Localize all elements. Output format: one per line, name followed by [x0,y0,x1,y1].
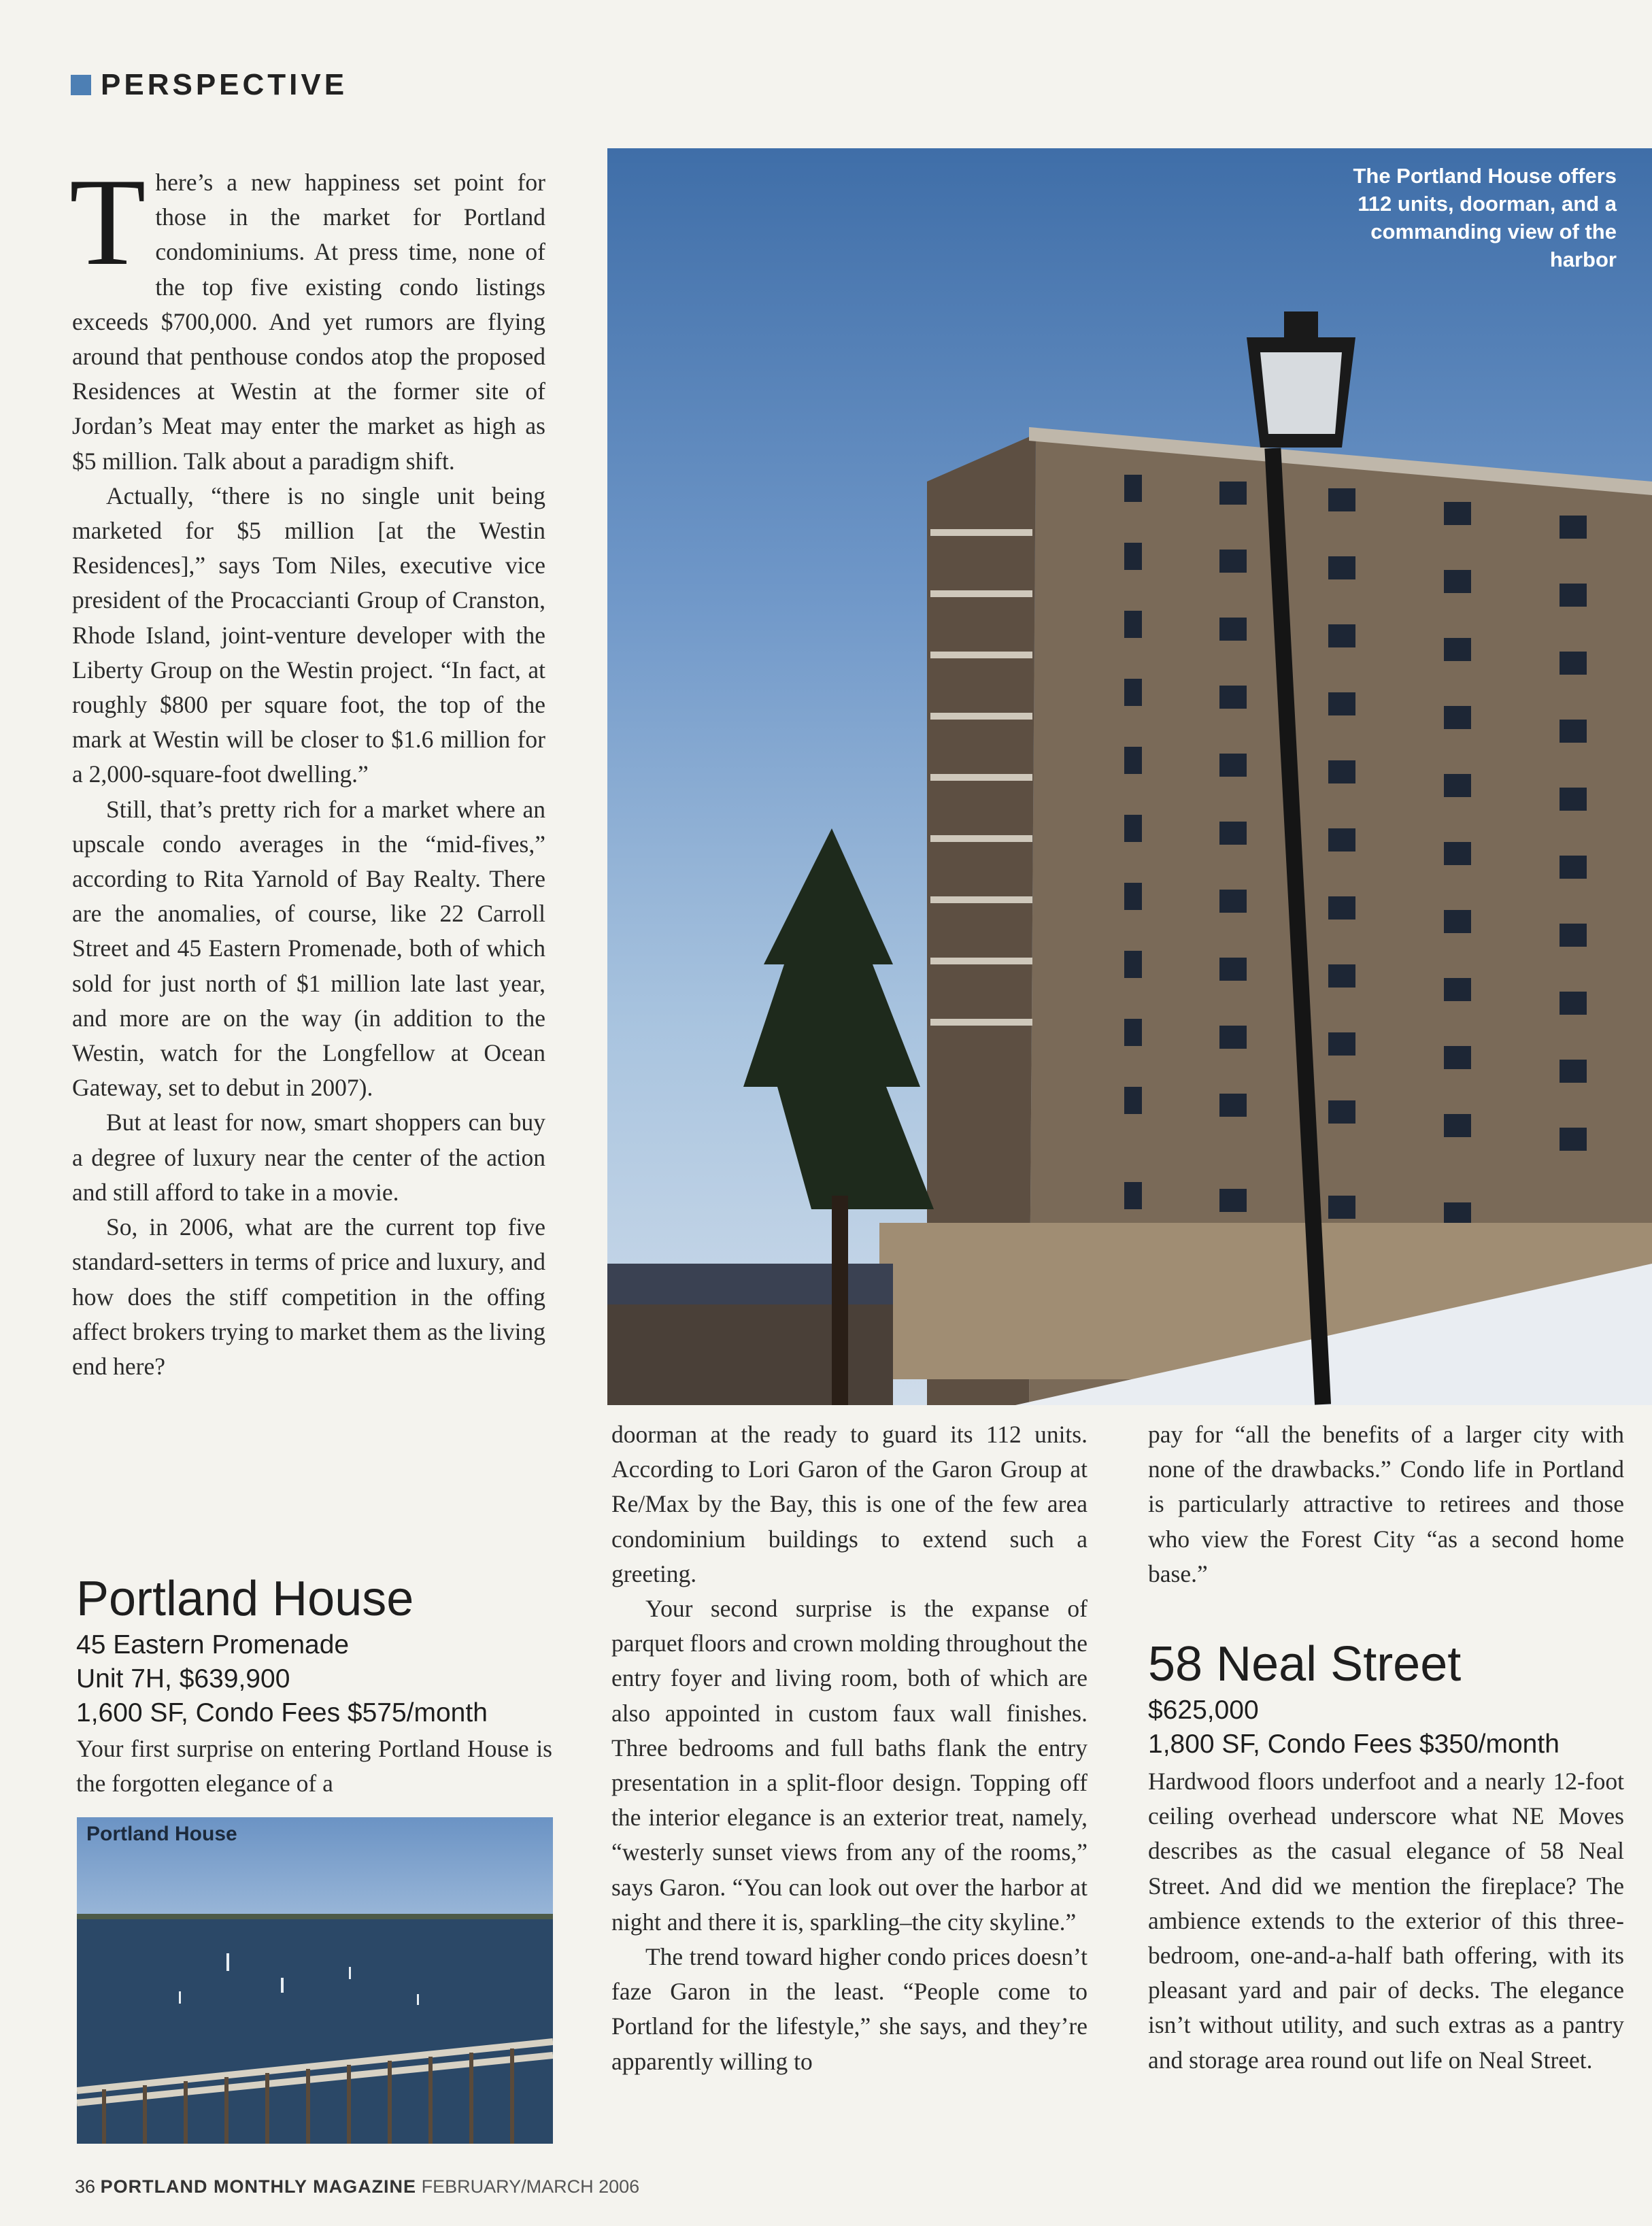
portland-house-harbor-photo [77,1817,553,2144]
col2-paragraph-2: Your second surprise is the expanse of parquet floors and crown molding throughout the entry foyer and living room, both of which are also appointed in custom faux wall finishes. Three bedrooms and full baths flank the entry presentation in a split-floor design. Topping off the interior elegance is an exterior treat, namely, “westerly sunset views from any of the rooms,” says Garon. “You can look out over the harbor at night and there it is, sparkling–the city skyline.” [611,1595,1088,1936]
neal-street-price: $625,000 [1148,1696,1259,1725]
portland-house-col1-text: Your first surprise on entering Portland House is the forgotten elegance of a [76,1735,552,1798]
portland-house-title: Portland House [76,1572,414,1626]
portland-house-address: 45 Eastern Promenade [76,1630,350,1659]
main-photo-caption: The Portland House offers 112 units, doorman, and a commanding view of the harbor [1353,164,1617,271]
col3-paragraph-1: pay for “all the benefits of a larger city with none of the drawbacks.” Condo life in Portland is particularly attractive to retirees and those who view the Forest City “as a second home base.” [1148,1421,1624,1587]
intro-paragraph-5: So, in 2006, what are the current top five standard-setters in terms of price and luxury, and how does the stiff competition in the offing affect brokers trying to market them as the living end here? [72,1213,545,1380]
portland-house-unit-price: Unit 7H, $639,900 [76,1664,290,1693]
portland-house-col2 [611,1417,1088,2079]
page-number: 36 [75,2176,96,2197]
portland-house-building-photo [607,148,1652,1405]
intro-paragraph-3: Still, that’s pretty rich for a market where an upscale condo averages in the “mid-fives,” according to Rita Yarnold of Bay Realty. There are the anomalies, of course, like 22 Carroll Street and 45 Eastern Promenade, both of which sold for just north of $1 million late last year, and more are on the way (in addition to the Westin, watch for the Longfellow at Ocean Gateway, set to debut in 2007). [72,795,545,1102]
neal-street-title: 58 Neal Street [1148,1637,1462,1691]
col2-paragraph-1: doorman at the ready to guard its 112 units. According to Lori Garon of the Garon Group at Re/Max by the Bay, this is one of the few area condominium buildings to extend such a greeting. [611,1421,1088,1587]
intro-paragraph-1: There’s a new happiness set point for those in the market for Portland condominiums. At press time, none of the top five existing condo listings exceeds $700,000. And yet rumors are flying around that penthouse condos atop the proposed Residences at Westin at the former site of Jordan’s Meat may enter the market as high as $5 million. Talk about a paradigm shift. [69,152,545,475]
page-footer [75,2176,639,2197]
portland-house-col3 [1148,1417,1624,1591]
intro-paragraph-4: But at least for now, smart shoppers can buy a degree of luxury near the center of the action and still afford to take in a movie. [72,1109,545,1206]
section-label: PERSPECTIVE [101,68,348,101]
col2-paragraph-3: The trend toward higher condo prices doesn’t faze Garon in the least. “People come to Portland for the lifestyle,” she says, and they’re apparently willing to [611,1943,1088,2075]
neal-street-text: Hardwood floors underfoot and a nearly 12-foot ceiling overhead underscore what NE Moves describes as the casual elegance of 58 Neal Street. And did we mention the fireplace? The ambience extends to the exterior of this three-bedroom, one-and-a-half bath offering, with its pleasant yard and pair of decks. The elegance isn’t without utility, and such extras as a pantry and storage area round out life on Neal Street. [1148,1768,1624,2074]
section-header [71,68,348,102]
issue-date: FEBRUARY/MARCH 2006 [421,2176,640,2197]
intro-column [69,152,545,1384]
magazine-name: PORTLAND MONTHLY MAGAZINE [100,2176,417,2197]
neal-street-size-fees: 1,800 SF, Condo Fees $350/month [1148,1730,1560,1759]
neal-street-heading [1148,1635,1638,1761]
portland-house-heading [76,1570,566,1730]
drop-cap: T [69,152,146,291]
section-square-icon [71,75,91,95]
intro-paragraph-2: Actually, “there is no single unit being marketed for $5 million [at the Westin Residences],” says Tom Niles, executive vice president of the Procaccianti Group of Cranston, Rhode Island, joint-venture developer with the Liberty Group on the Westin project. “In fact, at roughly $800 per square foot, the top of the mark at Westin will be closer to $1.6 million for a 2,000-square-foot dwelling.” [72,482,545,788]
small-photo-caption: Portland House [86,1823,237,1845]
portland-house-size-fees: 1,600 SF, Condo Fees $575/month [76,1698,488,1727]
